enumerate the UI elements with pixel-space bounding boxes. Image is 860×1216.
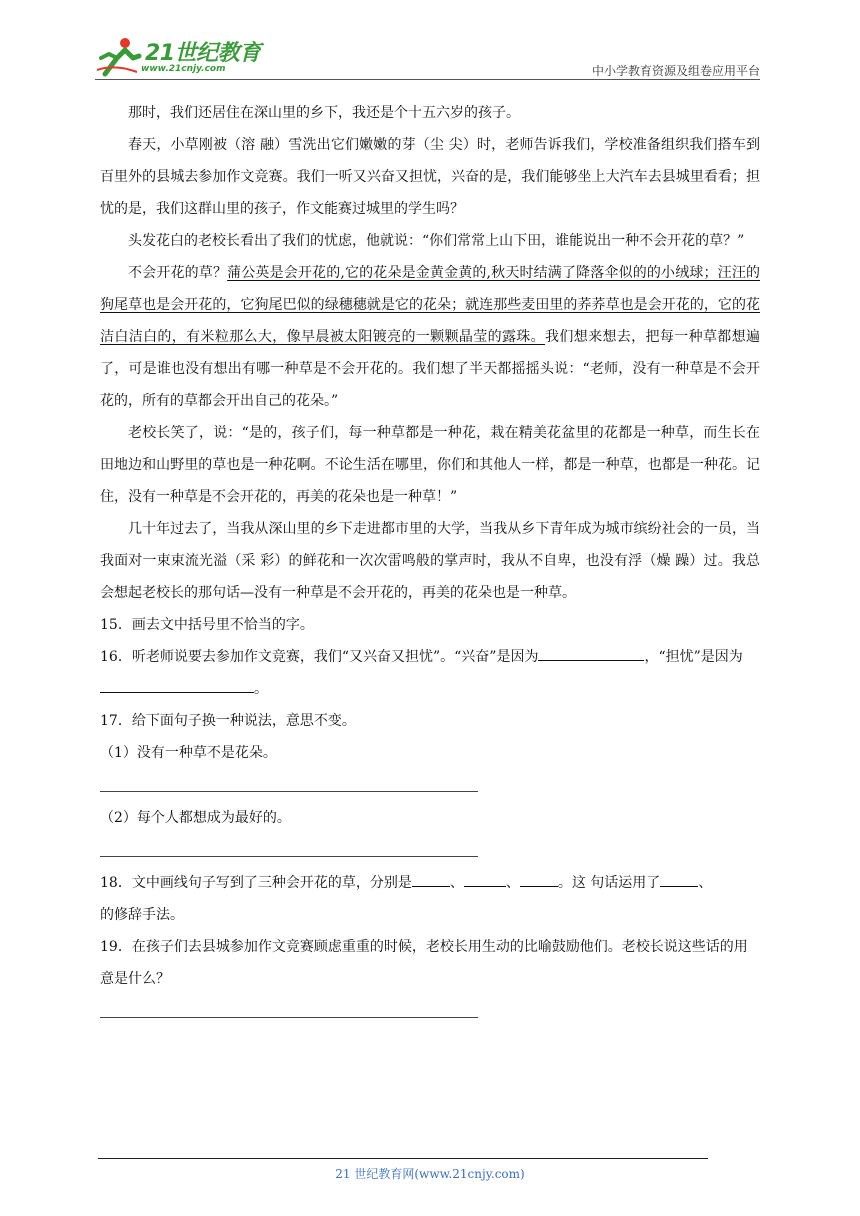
answer-blank[interactable] xyxy=(464,870,506,887)
answer-blank[interactable] xyxy=(100,676,254,693)
answer-blank[interactable] xyxy=(538,644,644,661)
answer-blank[interactable] xyxy=(520,870,558,887)
answer-line[interactable] xyxy=(100,834,478,857)
question-text: 16．听老师说要去参加作文竞赛，我们“又兴奋又担忧”。“兴奋”是因为 xyxy=(100,649,539,665)
header-divider xyxy=(95,79,760,80)
question-text: 18．文中画线句子写到了三种会开花的草，分别是 xyxy=(100,875,412,891)
passage-paragraph: 几十年过去了，当我从深山里的乡下走进都市里的大学，当我从乡下青年成为城市缤纷社会的一员，当我面对一束束流光溢（采 彩）的鲜花和一次次雷鸣般的掌声时，我从不自卑，也没有浮（燥 躁）过。我总会想起老校长的那句话—没有一种草是不会开花的，再美的花朵也是一种草。 xyxy=(100,521,760,601)
text-span: 不会开花的草？ xyxy=(128,265,228,281)
footer-divider xyxy=(98,1158,708,1159)
passage-paragraph-underlined xyxy=(100,257,760,417)
answer-blank[interactable] xyxy=(412,870,450,887)
question-16 xyxy=(100,641,760,705)
question-15: 15．画去文中括号里不恰当的字。 xyxy=(100,617,314,633)
passage-paragraph: 春天，小草刚被（溶 融）雪洗出它们嫩嫩的芽（尘 尖）时，老师告诉我们，学校准备组织我们搭车到百里外的县城去参加作文竞赛。我们一听又兴奋又担忧，兴奋的是，我们能够坐上大汽车去县城里看看；担忧的是，我们这群山里的孩子，作文能赛过城里的学生吗？ xyxy=(100,137,760,217)
text-span: 我们想来想去，把每一种草都想遍了，可是谁也没有想出有哪一种草是不会开花的。我们想了半天都摇摇头说：“老师，没有一种草是不会开花的，所有的草都会开出自己的花朵。” xyxy=(100,329,761,409)
question-text: 。 xyxy=(254,681,268,697)
question-18 xyxy=(100,867,760,931)
passage-paragraph: 那时，我们还居住在深山里的乡下，我还是个十五六岁的孩子。 xyxy=(128,105,520,121)
question-17: 17．给下面句子换一种说法，意思不变。 xyxy=(100,713,356,729)
passage-paragraph: 老校长笑了，说：“是的，孩子们，每一种草都是一种花，栽在精美花盆里的花都是一种草，而生长在田地边和山野里的草也是一种花啊。不论生活在哪里，你们和其他人一样，都是一种草，也都是一种花。记住，没有一种草是不会开花的，再美的花朵也是一种草！” xyxy=(100,425,760,505)
question-text: 、 xyxy=(505,875,520,891)
question-text: ，“担忧”是因为 xyxy=(644,649,743,665)
logo xyxy=(95,36,275,78)
logo-url: www.21cnjy.com xyxy=(141,64,226,74)
answer-line[interactable] xyxy=(100,995,478,1018)
question-text: 的修辞手法。 xyxy=(100,907,184,923)
page-header xyxy=(95,30,760,80)
answer-blank[interactable] xyxy=(660,870,698,887)
question-text: 、 xyxy=(698,875,713,891)
answer-line[interactable] xyxy=(100,769,478,792)
platform-name: 中小学教育资源及组卷应用平台 xyxy=(591,64,760,78)
logo-text: 21世纪教育 xyxy=(145,41,261,66)
footer-text: 21 世纪教育网(www.21cnjy.com) xyxy=(335,1167,525,1181)
runner-logo-icon xyxy=(95,36,143,78)
question-17-1: （1）没有一种草不是花朵。 xyxy=(100,745,277,761)
passage-paragraph: 头发花白的老校长看出了我们的忧虑，他就说：“你们常常上山下田，谁能说出一种不会开花的草？” xyxy=(128,233,745,249)
underlined-sentence: 蒲公英是会开花的,它的花朵是金黄金黄的,秋天时结满了降落伞似的的小绒球；汪汪的狗尾草也是会开花的，它狗尾巴似的绿穗穗就是它的花朵；就连那些麦田里的荞荞草也是会开花的，它的花洁白洁白的，有米粒那么大，像早晨被太阳镀亮的一颗颗晶莹的露珠。 xyxy=(100,265,760,345)
question-text: 。这 句话运用了 xyxy=(557,875,661,891)
question-text: 、 xyxy=(449,875,464,891)
question-17-2: （2）每个人都想成为最好的。 xyxy=(100,810,291,826)
document-body xyxy=(100,97,760,1028)
question-19: 19．在孩子们去县城参加作文竞赛顾虑重重的时候，老校长用生动的比喻鼓励他们。老校长说这些话的用意是什么？ xyxy=(100,939,748,987)
